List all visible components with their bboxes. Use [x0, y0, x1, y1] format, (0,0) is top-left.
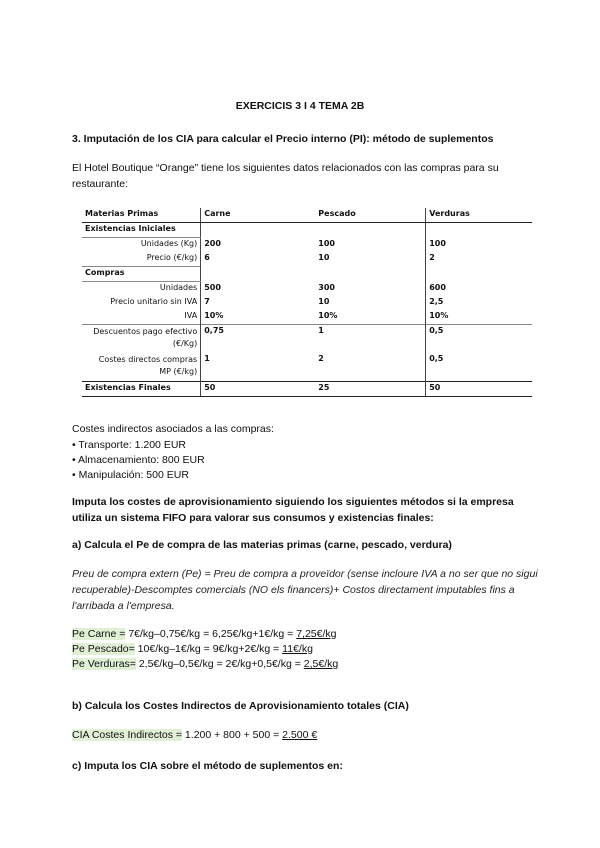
row-label: Descuentos pago efectivo (€/Kg) — [82, 325, 201, 354]
pe-result: 11€/kg — [282, 643, 313, 655]
section-label: Existencias Iniciales — [82, 223, 201, 238]
table-cell: 500 — [201, 282, 316, 297]
instruction-paragraph: Imputa los costes de aprovisionamiento siguiendo los siguientes métodos si la empresa utiliza un sistema FIFO para valorar sus consumos y existencias finales: — [72, 496, 514, 524]
row-label: IVA — [184, 311, 198, 320]
table-row — [82, 310, 532, 325]
cia-result: 2.500 € — [282, 729, 318, 741]
row-label: Costes directos compras MP (€/kg) — [98, 355, 198, 376]
pe-calc: 7€/kg–0,75€/kg = 6,25€/kg+1€/kg = — [125, 628, 297, 640]
table-cell: 200 — [201, 238, 316, 253]
section-label: Compras — [82, 267, 201, 282]
row-label: Precio (€/kg) — [146, 253, 198, 262]
document-title: EXERCICIS 3 I 4 TEMA 2B — [235, 100, 365, 112]
header-cell: Verduras — [426, 208, 532, 223]
list-item: • Manipulación: 500 EUR — [72, 469, 189, 481]
header-cell: Pescado — [315, 208, 425, 223]
pe-calc: 2,5€/kg–0,5€/kg = 2€/kg+0,5€/kg = — [135, 658, 304, 670]
materias-primas-table — [82, 208, 532, 397]
pe-result: 7,25€/kg — [296, 628, 337, 640]
row-label: Existencias Finales — [82, 382, 201, 397]
table-row — [82, 382, 532, 397]
pe-verduras-line — [72, 658, 338, 670]
question-a: a) Calcula el Pe de compra de las materias primas (carne, pescado, verdura) — [72, 539, 452, 551]
table-cell: 25 — [315, 382, 425, 397]
question-c: c) Imputa los CIA sobre el método de suplementos en: — [72, 760, 343, 772]
table-row — [82, 252, 532, 267]
table-row — [82, 325, 532, 354]
table-cell: 10% — [426, 310, 532, 325]
table-section-row — [82, 223, 532, 238]
section-heading: 3. Imputación de los CIA para calcular el Precio interno (PI): método de suplementos — [72, 133, 494, 145]
table-cell: 2,5 — [426, 296, 532, 310]
pe-definition: Preu de compra extern (Pe) = Preu de compra a proveïdor (sense incloure IVA a no ser que no sigui recuperable)-Descomptes comercials (NO els financers)+ Costos directament imputables fins a l'arribada a l'empresa. — [72, 568, 538, 612]
table-cell: 100 — [318, 238, 335, 248]
table-cell: 7 — [201, 296, 316, 310]
table-row — [82, 353, 532, 382]
table-cell: 0,5 — [426, 325, 532, 354]
pe-pescado-line — [72, 643, 313, 655]
table-cell: 10 — [318, 253, 330, 262]
table-section-row — [82, 267, 532, 282]
table-row — [82, 296, 532, 310]
pe-carne-line — [72, 628, 336, 640]
pe-result: 2,5€/kg — [303, 658, 339, 670]
table-row — [82, 238, 532, 253]
row-label: Unidades (Kg) — [140, 239, 198, 248]
table-cell: 50 — [201, 382, 316, 397]
row-label: Precio unitario sin IVA — [110, 297, 198, 306]
header-cell: Carne — [201, 208, 316, 223]
table-cell: 1 — [315, 325, 425, 354]
pe-label: Pe Pescado= — [72, 643, 135, 655]
question-b: b) Calcula los Costes Indirectos de Aprovisionamiento totales (CIA) — [72, 700, 409, 712]
table-cell: 600 — [426, 282, 532, 297]
list-item: • Almacenamiento: 800 EUR — [72, 454, 205, 466]
table-cell: 0,5 — [426, 353, 532, 382]
table-header-row — [82, 208, 532, 223]
table-cell: 300 — [318, 282, 335, 292]
table-cell: 10% — [201, 310, 316, 325]
table-cell: 2 — [426, 252, 532, 267]
header-cell: Materias Primas — [82, 208, 201, 223]
cia-calc: 1.200 + 800 + 500 = — [182, 729, 283, 741]
table-cell: 0,75 — [201, 325, 316, 354]
cia-line — [72, 729, 317, 741]
pe-label: Pe Carne = — [72, 628, 126, 640]
table-cell: 50 — [426, 382, 532, 397]
table-cell: 1 — [201, 353, 316, 382]
row-label: Unidades — [159, 283, 198, 292]
indirect-costs-intro: Costes indirectos asociados a las compras: — [72, 423, 274, 435]
table-cell: 10 — [318, 297, 330, 306]
cia-label: CIA Costes Indirectos = — [72, 729, 183, 741]
table-cell: 2 — [318, 354, 324, 363]
table-cell: 100 — [426, 238, 532, 253]
table-cell: 6 — [201, 252, 316, 267]
table-row — [82, 282, 532, 297]
intro-paragraph: El Hotel Boutique “Orange” tiene los siguientes datos relacionados con las compras para su restaurante: — [72, 162, 499, 190]
table-cell: 10% — [318, 311, 338, 320]
pe-label: Pe Verduras= — [72, 658, 136, 670]
pe-calc: 10€/kg–1€/kg = 9€/kg+2€/kg = — [134, 643, 283, 655]
list-item: • Transporte: 1.200 EUR — [72, 439, 186, 451]
